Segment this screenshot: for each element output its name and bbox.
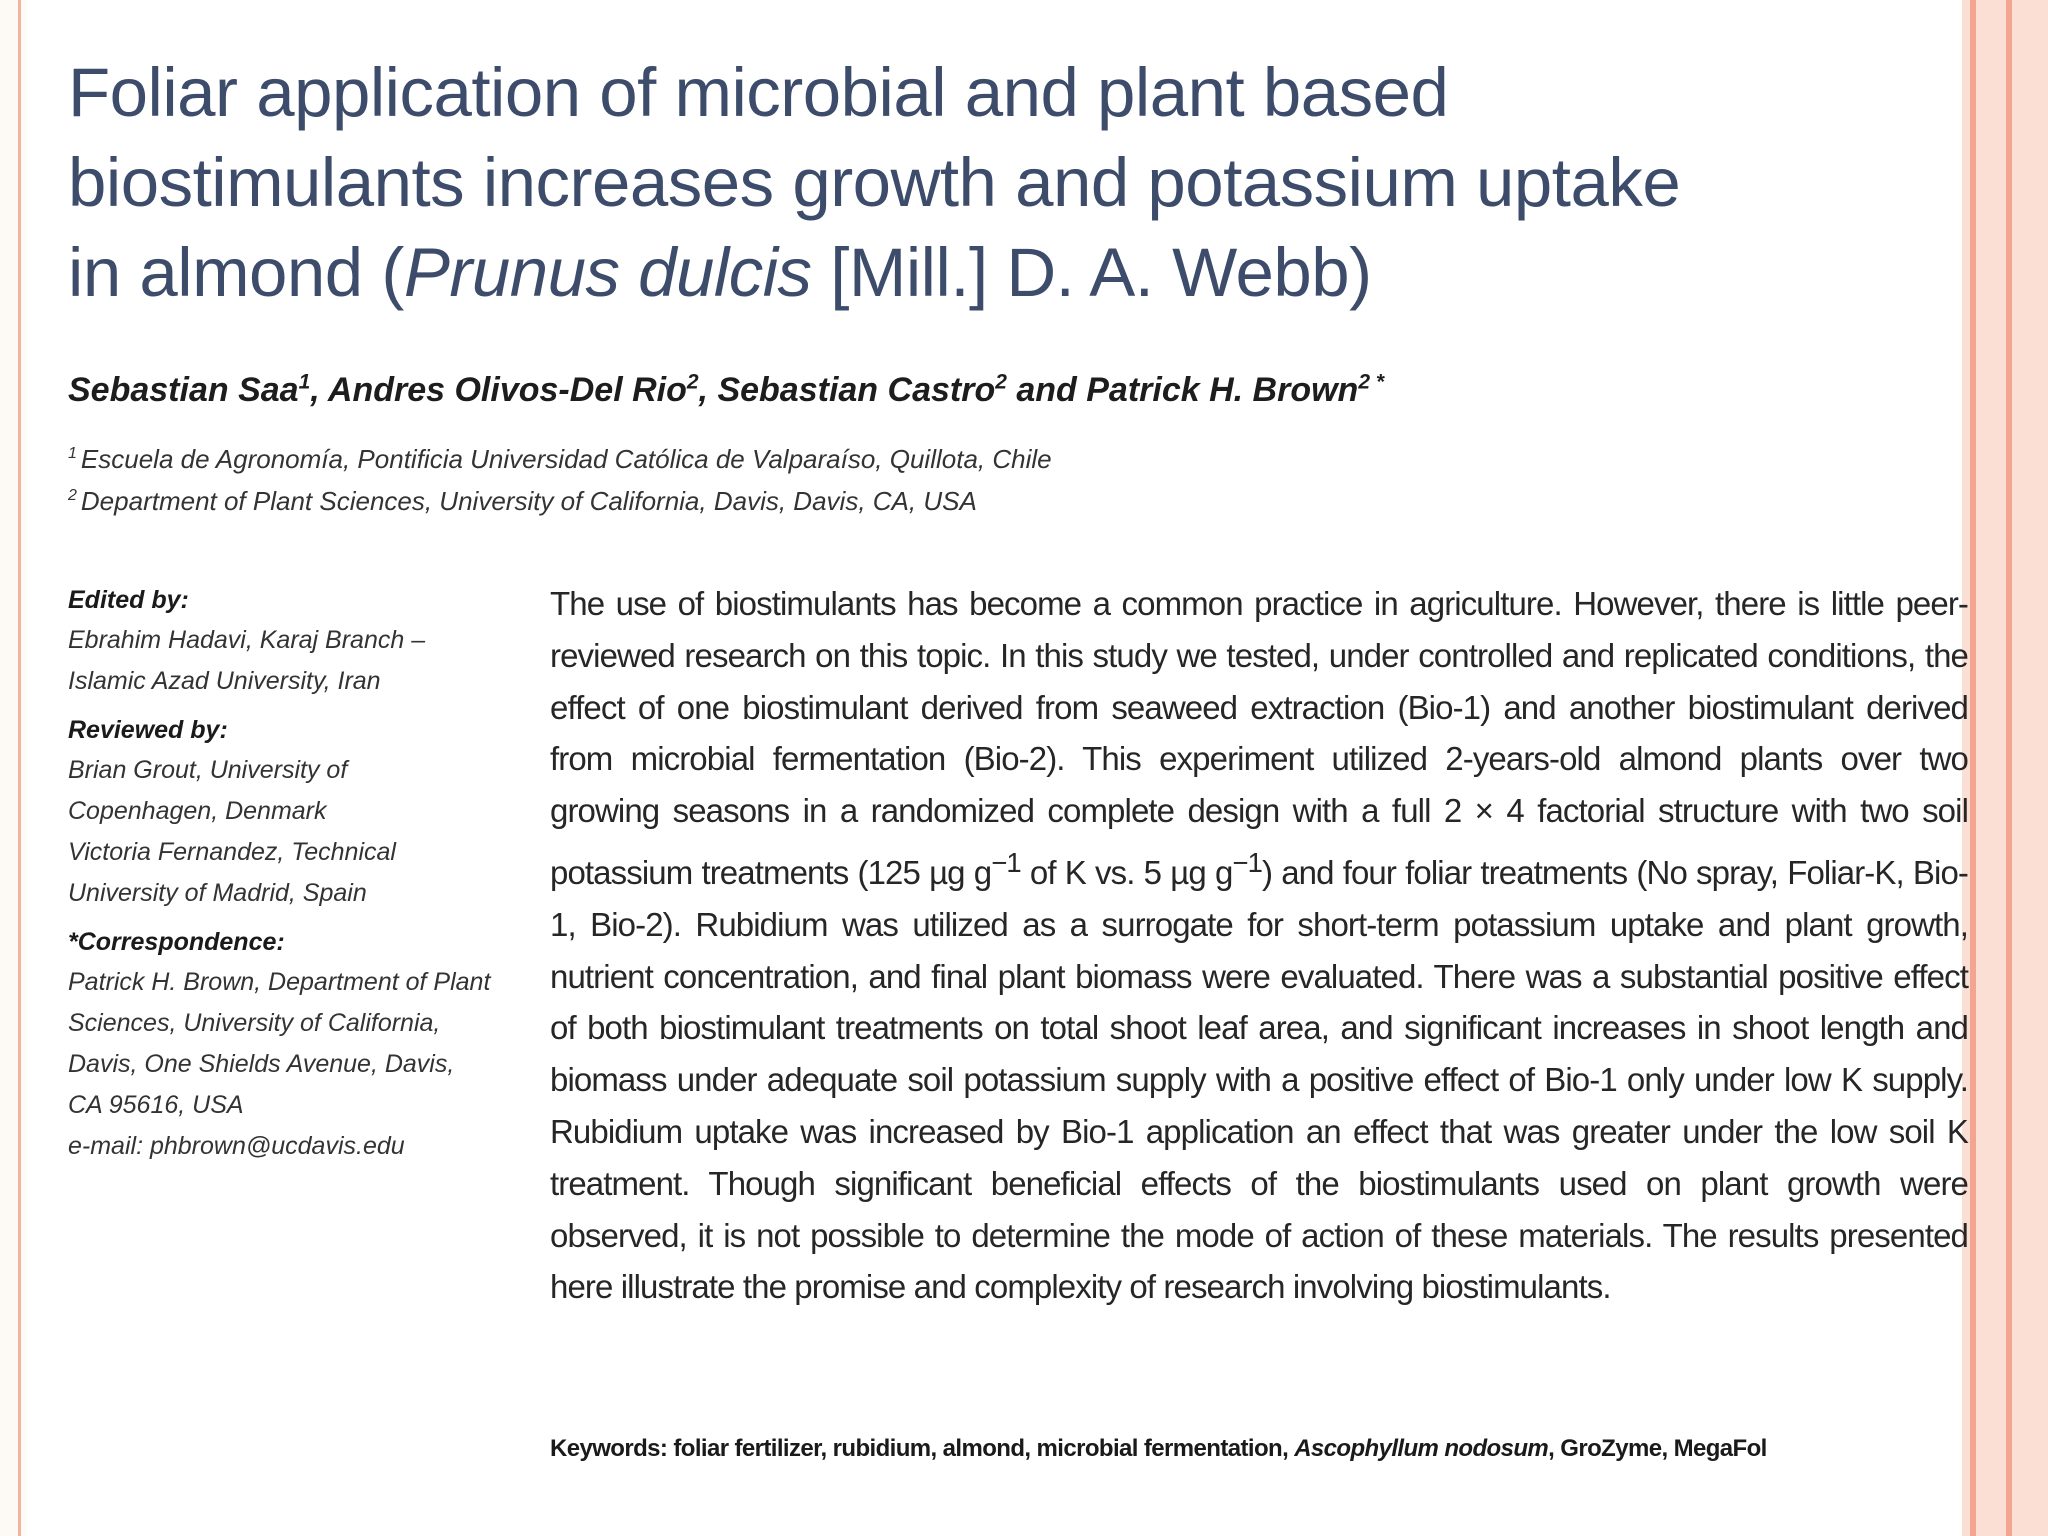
author-separator: , (310, 371, 328, 409)
affiliation-number: 2 (68, 487, 77, 505)
title-text: in almond ( (68, 234, 404, 311)
correspondence-line: Patrick H. Brown, Department of Plant (68, 968, 491, 996)
paper-title (68, 48, 1868, 318)
author-separator: , (698, 371, 718, 409)
edited-by-block (68, 580, 548, 702)
correspondence-email[interactable]: e-mail: phbrown@ucdavis.edu (68, 1132, 405, 1160)
keywords-line (550, 1432, 1968, 1466)
title-species-name: Prunus dulcis (403, 234, 812, 311)
keywords-italic: Ascophyllum nodosum (1294, 1435, 1549, 1462)
affiliation (68, 442, 1468, 476)
title-line: biostimulants increases growth and potassium uptake (68, 144, 1681, 221)
reviewer-line: University of Madrid, Spain (68, 879, 367, 907)
reviewer-line: Victoria Fernandez, Technical (68, 838, 396, 866)
author-affiliation-mark: 1 (298, 370, 311, 394)
correspondence-line: CA 95616, USA (68, 1091, 244, 1119)
reviewer-line: Brian Grout, University of (68, 756, 348, 784)
unit-exponent: −1 (1232, 846, 1262, 878)
author-affiliation-mark: 2 (686, 370, 699, 394)
author-name: Andres Olivos-Del Rio (327, 371, 687, 409)
title-line (68, 228, 1868, 318)
slide-frame-right (1962, 0, 2048, 1536)
edited-by-label: Edited by: (68, 586, 189, 614)
paper-page (26, 0, 1968, 1536)
author-affiliation-mark: 2 (995, 370, 1007, 394)
frame-stripe (1970, 0, 1976, 1536)
correspondence-line: Sciences, University of California, (68, 1009, 441, 1037)
slide-frame-left (0, 0, 21, 1536)
author-separator: and (1006, 371, 1087, 409)
correspondence-line: Davis, One Shields Avenue, Davis, (68, 1050, 455, 1078)
reviewed-by-label: Reviewed by: (68, 716, 228, 744)
editor-line: Islamic Azad University, Iran (68, 667, 381, 695)
abstract-text (550, 578, 1968, 1313)
abstract-part: ) and four foliar treatments (No spray, Foliar-K, Bio-1, Bio-2). Rubidium was utilized as a surrogate for short-term potassium uptake and plant growth, nutrient concentration, and final plant biomass were evaluated. There was a substantial positive effect of both biostimulant treatments on total shoot leaf area, and significant increases in shoot length and biomass under adequate soil potassium supply with a positive effect of Bio-1 only under low K supply. Rubidium uptake was increased by Bio-1 application an effect that was greater under the low soil K treatment. Though significant beneficial effects of the biostimulants used on plant growth were observed, it is not possible to determine the mode of action of these materials. The results presented here illustrate the promise and complexity of research involving biostimulants. (550, 853, 1968, 1306)
keywords-text: , GroZyme, MegaFol (1548, 1435, 1767, 1462)
editor-line: Ebrahim Hadavi, Karaj Branch – (68, 626, 426, 654)
abstract-part: of K vs. 5 µg g (1020, 853, 1233, 891)
title-line: Foliar application of microbial and plant based (68, 54, 1449, 131)
reviewed-by-block (68, 710, 548, 914)
article-info-sidebar (68, 580, 548, 1175)
author-list (68, 368, 1768, 412)
abstract-part: The use of biostimulants has become a common practice in agriculture. However, there is little peer-reviewed research on this topic. In this study we tested, under controlled and replicated conditions, the effect of one biostimulant derived from seaweed extraction (Bio-1) and another biostimulant derived from microbial fermentation (Bio-2). This experiment utilized 2-years-old almond plants over two growing seasons in a randomized complete design with a full 2 × 4 factorial structure with two soil potassium treatments (125 µg g (550, 585, 1968, 891)
affiliation (68, 484, 1468, 518)
unit-exponent: −1 (991, 846, 1021, 878)
author-name: Patrick H. Brown (1086, 371, 1359, 409)
affiliation-text: Department of Plant Sciences, University of California, Davis, Davis, CA, USA (80, 486, 977, 516)
correspondence-block (68, 922, 548, 1167)
affiliation-text: Escuela de Agronomía, Pontificia Universidad Católica de Valparaíso, Quillota, Chile (80, 444, 1052, 474)
author-affiliation-mark: 2 * (1358, 370, 1385, 394)
title-text: [Mill.] D. A. Webb) (811, 234, 1372, 311)
affiliation-number: 1 (68, 445, 77, 463)
keywords-label: Keywords: (550, 1435, 668, 1462)
reviewer-line: Copenhagen, Denmark (68, 797, 327, 825)
keywords-text: foliar fertilizer, rubidium, almond, microbial fermentation, (667, 1435, 1295, 1462)
author-name: Sebastian Castro (717, 371, 996, 409)
frame-stripe (2006, 0, 2012, 1536)
author-name: Sebastian Saa (68, 371, 299, 409)
correspondence-label: *Correspondence: (68, 928, 285, 956)
